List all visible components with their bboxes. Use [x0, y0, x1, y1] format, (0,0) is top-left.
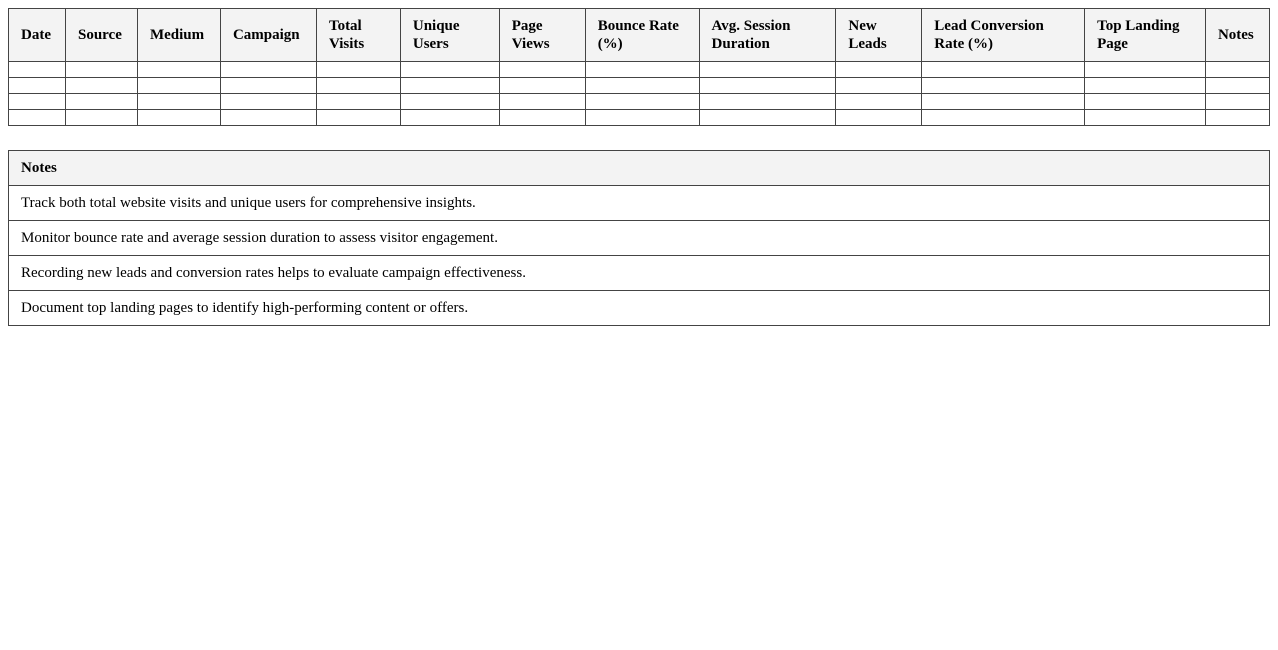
table-cell[interactable]	[137, 110, 220, 126]
note-item: Monitor bounce rate and average session duration to assess visitor engagement.	[9, 221, 1270, 256]
notes-row	[9, 256, 1270, 291]
table-cell[interactable]	[65, 110, 137, 126]
table-cell[interactable]	[585, 62, 699, 78]
table-cell[interactable]	[585, 110, 699, 126]
table-cell[interactable]	[922, 78, 1085, 94]
notes-table	[8, 150, 1270, 326]
page	[8, 8, 1270, 326]
table-cell[interactable]	[499, 110, 585, 126]
table-cell[interactable]	[1205, 62, 1269, 78]
tracking-table	[8, 8, 1270, 126]
table-cell[interactable]	[1205, 110, 1269, 126]
note-item: Track both total website visits and unique users for comprehensive insights.	[9, 186, 1270, 221]
table-cell[interactable]	[400, 62, 499, 78]
table-cell[interactable]	[699, 110, 836, 126]
table-cell[interactable]	[400, 78, 499, 94]
table-cell[interactable]	[499, 78, 585, 94]
header-date: Date	[9, 9, 66, 62]
header-page-views: Page Views	[499, 9, 585, 62]
header-unique-users: Unique Users	[400, 9, 499, 62]
table-cell[interactable]	[1085, 110, 1206, 126]
table-cell[interactable]	[137, 94, 220, 110]
header-medium: Medium	[137, 9, 220, 62]
table-cell[interactable]	[9, 110, 66, 126]
table-cell[interactable]	[65, 62, 137, 78]
table-cell[interactable]	[836, 78, 922, 94]
table-cell[interactable]	[137, 62, 220, 78]
table-cell[interactable]	[1085, 78, 1206, 94]
table-cell[interactable]	[220, 78, 316, 94]
table-cell[interactable]	[836, 110, 922, 126]
table-cell[interactable]	[220, 110, 316, 126]
table-cell[interactable]	[499, 62, 585, 78]
table-cell[interactable]	[699, 78, 836, 94]
table-cell[interactable]	[316, 94, 400, 110]
table-cell[interactable]	[1085, 62, 1206, 78]
table-row	[9, 94, 1270, 110]
table-cell[interactable]	[585, 78, 699, 94]
header-avg-session-duration: Avg. Session Duration	[699, 9, 836, 62]
table-cell[interactable]	[9, 62, 66, 78]
table-cell[interactable]	[499, 94, 585, 110]
table-row	[9, 110, 1270, 126]
table-cell[interactable]	[65, 78, 137, 94]
table-cell[interactable]	[316, 62, 400, 78]
table-cell[interactable]	[699, 62, 836, 78]
table-cell[interactable]	[220, 62, 316, 78]
table-row	[9, 78, 1270, 94]
notes-heading: Notes	[9, 151, 1270, 186]
header-total-visits: Total Visits	[316, 9, 400, 62]
table-cell[interactable]	[1205, 94, 1269, 110]
table-row	[9, 62, 1270, 78]
tracking-table-header-row	[9, 9, 1270, 62]
table-cell[interactable]	[220, 94, 316, 110]
table-cell[interactable]	[922, 110, 1085, 126]
table-cell[interactable]	[9, 78, 66, 94]
table-cell[interactable]	[316, 78, 400, 94]
table-cell[interactable]	[585, 94, 699, 110]
header-bounce-rate: Bounce Rate (%)	[585, 9, 699, 62]
notes-row	[9, 221, 1270, 256]
table-cell[interactable]	[316, 110, 400, 126]
table-cell[interactable]	[1085, 94, 1206, 110]
notes-header-row	[9, 151, 1270, 186]
table-cell[interactable]	[9, 94, 66, 110]
header-source: Source	[65, 9, 137, 62]
note-item: Recording new leads and conversion rates helps to evaluate campaign effectiveness.	[9, 256, 1270, 291]
header-lead-conversion-rate: Lead Conversion Rate (%)	[922, 9, 1085, 62]
header-notes: Notes	[1205, 9, 1269, 62]
table-cell[interactable]	[1205, 78, 1269, 94]
header-new-leads: New Leads	[836, 9, 922, 62]
table-cell[interactable]	[699, 94, 836, 110]
notes-row	[9, 291, 1270, 326]
table-cell[interactable]	[836, 62, 922, 78]
table-cell[interactable]	[137, 78, 220, 94]
table-cell[interactable]	[836, 94, 922, 110]
table-cell[interactable]	[65, 94, 137, 110]
header-campaign: Campaign	[220, 9, 316, 62]
table-cell[interactable]	[400, 94, 499, 110]
table-cell[interactable]	[400, 110, 499, 126]
table-cell[interactable]	[922, 94, 1085, 110]
header-top-landing-page: Top Landing Page	[1085, 9, 1206, 62]
notes-row	[9, 186, 1270, 221]
note-item: Document top landing pages to identify high-performing content or offers.	[9, 291, 1270, 326]
table-cell[interactable]	[922, 62, 1085, 78]
